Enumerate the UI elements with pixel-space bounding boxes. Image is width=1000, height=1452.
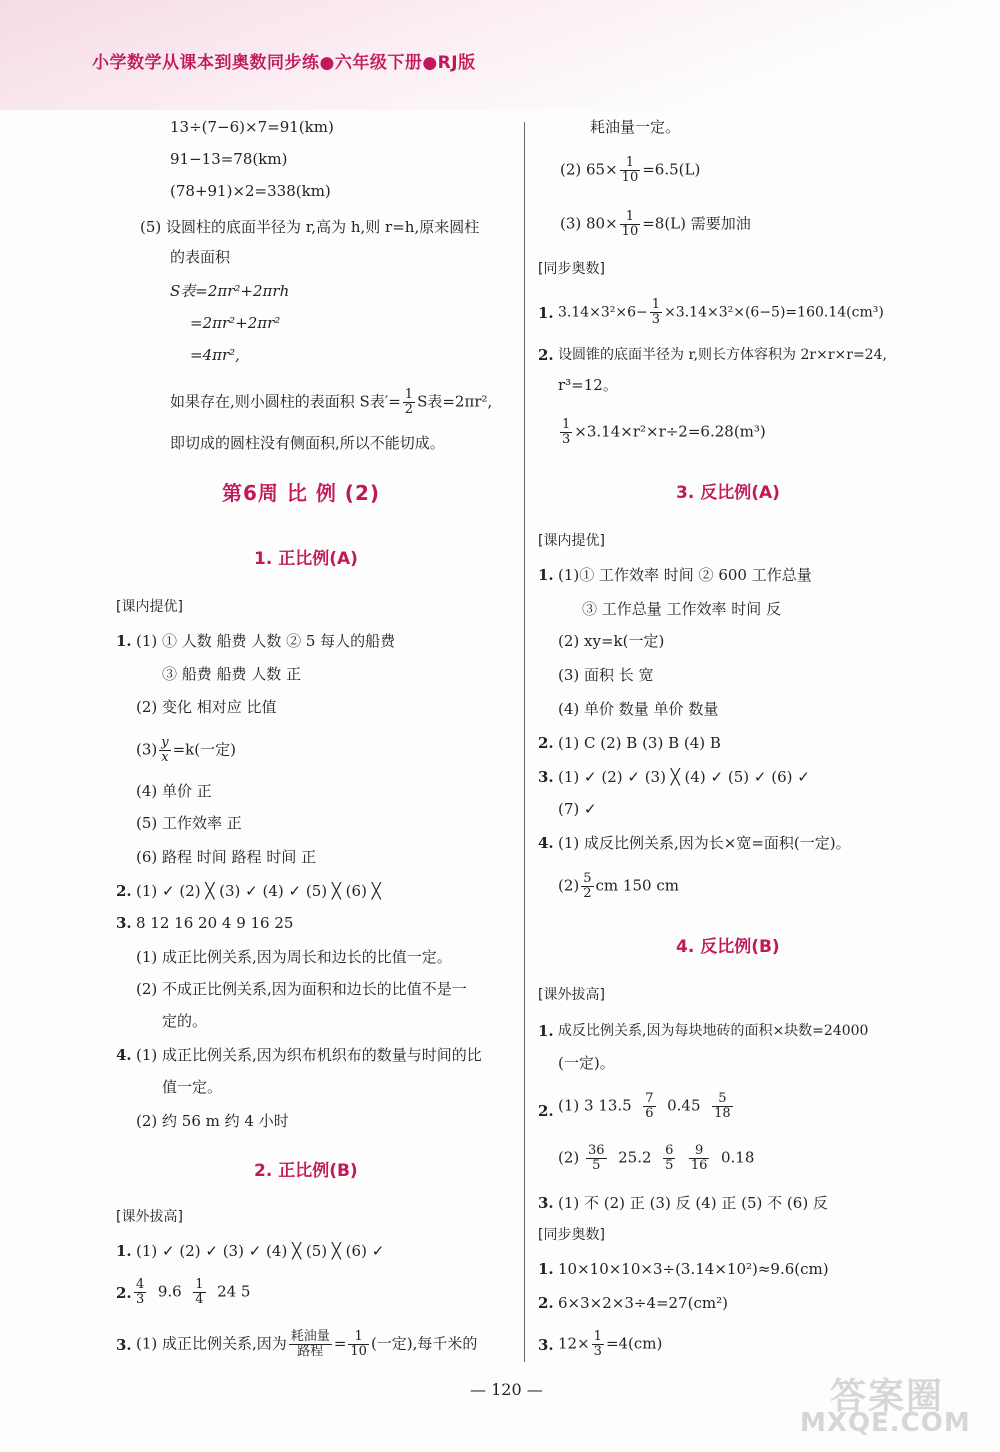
fraction (586, 1144, 607, 1173)
item-number: 3. (116, 1336, 132, 1354)
text: =k(一定) (172, 740, 236, 759)
denominator: 3 (651, 312, 661, 327)
answer-line (560, 156, 700, 185)
item-number: 1. (538, 1260, 554, 1278)
answer-line: (1) ✓ (2) ✓ (3) ╳ (4) ✓ (5) ✓ (6) ✓ (558, 768, 810, 786)
fraction (560, 418, 572, 447)
section-tag: [课内提优] (538, 533, 605, 549)
denominator: 6 (645, 1106, 654, 1121)
watermark-logo (800, 1368, 980, 1438)
text: (1) 成正比例关系,因为 (136, 1334, 287, 1353)
fraction (193, 1278, 205, 1307)
denominator: 2 (583, 886, 592, 901)
answer-line: (2) 变化 相对应 比值 (136, 698, 277, 716)
column-divider (524, 122, 525, 1362)
numerator: 1 (593, 1329, 602, 1344)
answer-line (136, 736, 236, 765)
numerator: 1 (620, 210, 641, 225)
answer-line: 耗油量一定。 (590, 118, 681, 136)
formula-line: =4πr², (190, 346, 240, 364)
answer-line (558, 1144, 754, 1173)
section-tag: [课外拔高] (116, 1209, 183, 1225)
existence-line (170, 388, 492, 417)
answer-line: 设圆锥的底面半径为 r,则长方体容积为 2r×r×r=24, (558, 347, 887, 363)
denominator: 路程 (297, 1344, 324, 1359)
item-number: 4. (116, 1046, 132, 1064)
answer-line: ③ 船费 船费 人数 正 (162, 665, 302, 683)
denominator: 4 (195, 1292, 204, 1307)
page-number: — 120 — (470, 1380, 543, 1399)
answer-line: (1) ✓ (2) ╳ (3) ✓ (4) ✓ (5) ╳ (6) ╳ (136, 882, 381, 900)
denominator: 3 (593, 1344, 602, 1359)
section-title: 1. 正比例(A) (254, 549, 358, 569)
week-title: 第6周 比 例 (2) (222, 481, 381, 505)
answer-line: (6) 路程 时间 路程 时间 正 (136, 848, 317, 866)
answer-line: (1) 成反比例关系,因为长×宽=面积(一定)。 (558, 834, 851, 852)
fraction (289, 1330, 332, 1359)
section-tag: [同步奥数] (538, 1227, 605, 1243)
text: 24 5 (217, 1282, 251, 1301)
section-tag: [课外拔高] (538, 987, 605, 1003)
item-number: 2. (116, 1284, 132, 1302)
answer-line: (2) 不成正比例关系,因为面积和边长的比值不是一 (136, 980, 467, 998)
denominator: 10 (621, 170, 639, 185)
denominator: 5 (665, 1158, 674, 1173)
denominator: 16 (690, 1158, 708, 1173)
problem-5-text: 的表面积 (170, 248, 231, 266)
item-number: 2. (538, 734, 554, 752)
answer-line (558, 1092, 735, 1121)
conclusion-line: 即切成的圆柱没有侧面积,所以不能切成。 (170, 434, 445, 452)
answer-line: r³=12。 (558, 376, 618, 394)
numerator: y (161, 735, 169, 750)
fraction (650, 298, 662, 327)
answer-line (558, 298, 884, 327)
item-number: 2. (538, 1294, 554, 1312)
item-number: 2. (538, 1102, 554, 1120)
item-number: 2. (538, 346, 554, 364)
item-number: 3. (538, 768, 554, 786)
numerator: 7 (645, 1091, 654, 1106)
numerator: 1 (651, 297, 661, 312)
fraction (134, 1278, 146, 1307)
calc-line: 13÷(7−6)×7=91(km) (170, 118, 334, 136)
text: 9.6 (157, 1282, 182, 1301)
answer-line: (2) 约 56 m 约 4 小时 (136, 1112, 289, 1130)
answer-line (132, 1278, 250, 1307)
item-number: 1. (538, 304, 554, 322)
denominator: x (161, 750, 169, 765)
answer-line: (1) ① 人数 船费 人数 ② 5 每人的船费 (136, 632, 396, 650)
text: 如果存在,则小圆柱的表面积 S表′= (170, 392, 401, 411)
text: =8(L) 需要加油 (642, 214, 751, 233)
denominator: 3 (562, 432, 571, 447)
watermark-url: MXQE.COM (800, 1408, 971, 1438)
answer-line (558, 418, 766, 447)
numerator: 1 (562, 417, 571, 432)
text: 12× (558, 1334, 590, 1353)
numerator: 36 (588, 1143, 605, 1158)
answer-line (558, 872, 679, 901)
text: (一定),每千米的 (370, 1334, 478, 1353)
section-tag: [同步奥数] (538, 261, 605, 277)
text: S表=2πr², (417, 392, 493, 411)
answer-line: (1)① 工作效率 时间 ② 600 工作总量 (558, 566, 812, 584)
numerator: 1 (404, 387, 414, 402)
calc-line: (78+91)×2=338(km) (170, 182, 331, 200)
text: 25.2 (618, 1148, 652, 1167)
denominator: 10 (350, 1344, 367, 1359)
text: ×3.14×r²×r÷2=6.28(m³) (574, 422, 766, 441)
text: = (333, 1334, 347, 1353)
answer-line: 6×3×2×3÷4=27(cm²) (558, 1294, 728, 1312)
text: (3) (136, 740, 158, 759)
fraction (712, 1092, 733, 1121)
answer-line: (1) 不 (2) 正 (3) 反 (4) 正 (5) 不 (6) 反 (558, 1194, 828, 1212)
text: 0.45 (667, 1096, 701, 1115)
formula-line: S表=2πr²+2πrh (170, 282, 290, 300)
fraction (620, 156, 641, 185)
item-number: 2. (116, 882, 132, 900)
item-number: 1. (116, 1242, 132, 1260)
answer-line: (1) 成正比例关系,因为周长和边长的比值一定。 (136, 948, 452, 966)
fraction (581, 872, 593, 901)
text: (2) 65× (560, 160, 618, 179)
numerator: 1 (195, 1277, 204, 1292)
answer-line: (2) xy=k(一定) (558, 632, 665, 650)
item-number: 3. (538, 1194, 554, 1212)
text: 3.14×3²×6− (558, 304, 648, 321)
watermark-text: 答案圈 (830, 1376, 945, 1417)
numerator: 1 (348, 1330, 369, 1345)
answer-line: 定的。 (162, 1012, 208, 1030)
text: (3) 80× (560, 214, 618, 233)
numerator: 1 (620, 156, 641, 171)
denominator: 10 (621, 224, 639, 239)
calc-line: 91−13=78(km) (170, 150, 288, 168)
item-number: 3. (538, 1336, 554, 1354)
numerator: 耗油量 (290, 1329, 330, 1344)
text: cm 150 cm (595, 876, 679, 895)
numerator: 5 (583, 871, 592, 886)
item-number: 1. (116, 632, 132, 650)
fraction (620, 210, 641, 239)
answer-line: ③ 工作总量 工作效率 时间 反 (582, 600, 782, 618)
answer-line: 10×10×10×3÷(3.14×10²)≈9.6(cm) (558, 1260, 829, 1278)
answer-line (560, 210, 751, 239)
answer-line: 成反比例关系,因为每块地砖的面积×块数=24000 (558, 1023, 869, 1039)
fraction (348, 1330, 369, 1359)
denominator: 5 (592, 1158, 601, 1173)
fraction (689, 1144, 710, 1173)
answer-line: (1) C (2) B (3) B (4) B (558, 734, 721, 752)
formula-line: =2πr²+2πr² (190, 314, 281, 332)
answer-line: (一定)。 (558, 1054, 615, 1072)
answer-line: 值一定。 (162, 1078, 223, 1096)
answer-line: (7) ✓ (558, 800, 597, 818)
section-tag: [课内提优] (116, 599, 183, 615)
numerator: 6 (665, 1143, 674, 1158)
fraction (403, 388, 415, 417)
text: =6.5(L) (642, 160, 701, 179)
book-header: 小学数学从课本到奥数同步练●六年级下册●RJ版 (92, 53, 476, 73)
item-number: 3. (116, 914, 132, 932)
item-number: 4. (538, 834, 554, 852)
answer-line: (5) 工作效率 正 (136, 814, 242, 832)
problem-5-text: (5) 设圆柱的底面半径为 r,高为 h,则 r=h,原来圆柱 (140, 218, 480, 236)
text: ×3.14×3²×(6−5)=160.14(cm³) (664, 304, 884, 321)
section-title: 2. 正比例(B) (254, 1161, 358, 1181)
denominator: 18 (714, 1106, 731, 1121)
answer-line: (4) 单价 数量 单价 数量 (558, 700, 719, 718)
denominator: 3 (136, 1292, 145, 1307)
text: =4(cm) (605, 1334, 663, 1353)
fraction (663, 1144, 675, 1173)
answer-line: (1) ✓ (2) ✓ (3) ✓ (4) ╳ (5) ╳ (6) ✓ (136, 1242, 385, 1260)
numerator: 9 (689, 1144, 710, 1159)
text: (2) (558, 1148, 580, 1167)
numerator: 4 (136, 1277, 145, 1292)
text: 0.18 (721, 1148, 755, 1167)
numerator: 5 (712, 1092, 733, 1107)
fraction (592, 1330, 604, 1359)
answer-line: (1) 成正比例关系,因为织布机织布的数量与时间的比 (136, 1046, 482, 1064)
answer-line: (3) 面积 长 宽 (558, 666, 654, 684)
section-title: 3. 反比例(A) (676, 483, 780, 503)
text: (2) (558, 876, 580, 895)
section-title: 4. 反比例(B) (676, 937, 780, 957)
answer-line: 8 12 16 20 4 9 16 25 (136, 914, 294, 932)
fraction (643, 1092, 655, 1121)
answer-line (136, 1330, 477, 1359)
item-number: 1. (538, 566, 554, 584)
answer-line: (4) 单价 正 (136, 782, 212, 800)
fraction (159, 736, 170, 765)
denominator: 2 (404, 402, 414, 417)
text: (1) 3 13.5 (558, 1096, 632, 1115)
answer-line (558, 1330, 662, 1359)
item-number: 1. (538, 1022, 554, 1040)
